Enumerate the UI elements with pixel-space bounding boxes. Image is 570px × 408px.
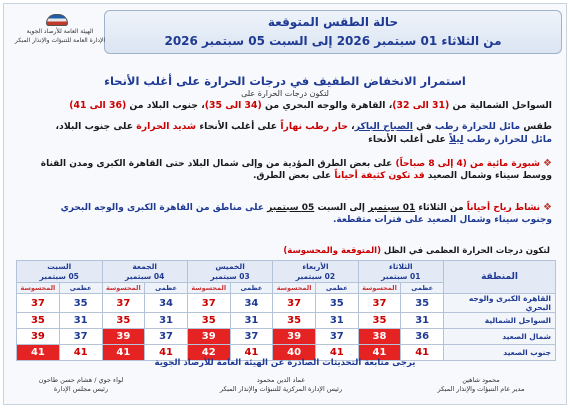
- org-name-line1: الهيئة العامة للأرصاد الجوية: [26, 28, 94, 35]
- follow-note: يرجى متابعة التحديثات الصادرة عن الهيئة العامة للأرصاد الجوية: [154, 358, 416, 368]
- max-temp: 41: [230, 345, 273, 361]
- max-label: عظمى: [315, 283, 358, 294]
- max-temp: 34: [145, 294, 188, 313]
- intro-text: لتكون درجات الحرارة على: [241, 89, 329, 98]
- temps-summary-line: السواحل الشمالية من (31 الى 32)، القاهرة والوجه البحري من (34 الى 35)، جنوب البلاد من (36 الى 41): [69, 100, 552, 111]
- felt-temp: 39: [187, 329, 230, 345]
- felt-temp: 35: [273, 313, 316, 329]
- felt-temp: 41: [358, 345, 401, 361]
- region-name: القاهرة الكبرى والوجه البحري: [444, 294, 556, 313]
- region-name: جنوب الصعيد: [444, 345, 556, 361]
- fog-bullet: ❖شبورة مائية من (4 إلى 8 صباحاً) على بعض الطرق المؤدية من وإلى شمال البلاد حتى القاهرة الكبرى ومدن القناة: [40, 158, 552, 169]
- forecast-sheet: [3, 3, 567, 405]
- region-header: المنطقة: [444, 261, 556, 294]
- bullet-icon: ❖: [543, 202, 552, 213]
- max-temp: 35: [315, 294, 358, 313]
- weather-night-line: مائل للحرارة رطب ليلاً على أغلب الأنحاء: [368, 134, 552, 145]
- felt-temp: 35: [102, 313, 145, 329]
- table-row: [17, 313, 556, 329]
- max-temp: 41: [401, 345, 444, 361]
- day-header: الجمعة 04 سبتمبر: [102, 261, 187, 283]
- felt-temp: 39: [273, 329, 316, 345]
- felt-temp: 37: [17, 294, 60, 313]
- felt-temp: 41: [17, 345, 60, 361]
- max-label: عظمى: [59, 283, 102, 294]
- felt-temp: 39: [17, 329, 60, 345]
- felt-temp: 41: [102, 345, 145, 361]
- felt-label: المحسوسة: [102, 283, 145, 294]
- signature-block: عماد الدين محمود رئيس الإدارة المركزية للتنبؤات والإنذار المبكر: [219, 376, 343, 393]
- period-subtitle: من الثلاثاء 01 سبتمبر 2026 إلى السبت 05 سبتمبر 2026: [164, 34, 502, 48]
- day-header: الخميس 03 سبتمبر: [187, 261, 272, 283]
- felt-temp: 37: [273, 294, 316, 313]
- max-temp: 36: [401, 329, 444, 345]
- day-header: الأربعاء 02 سبتمبر: [273, 261, 358, 283]
- org-name-line2: الإدارة العامة للتنبؤات والإنذار المبكر: [14, 37, 106, 44]
- felt-label: المحسوسة: [273, 283, 316, 294]
- lead-headline: استمرار الانخفاض الطفيف في درجات الحرارة على أغلب الأنحاء: [104, 74, 466, 88]
- header-box: [104, 10, 562, 54]
- felt-temp: 39: [102, 329, 145, 345]
- max-label: عظمى: [145, 283, 188, 294]
- table-row: [17, 329, 556, 345]
- max-temp: 31: [230, 313, 273, 329]
- bullet-icon: ❖: [543, 158, 552, 169]
- table-caption: لتكون درجات الحرارة العظمى في الظل (المتوقعة والمحسوسة): [283, 246, 550, 256]
- weather-desc-line: طقس مائل للحرارة رطب في الصباح الباكر، حار رطب نهاراً على أغلب الأنحاء شديد الحرارة على جنوب البلاد،: [55, 121, 552, 132]
- temperature-table: [16, 260, 556, 361]
- page-title: حالة الطقس المتوقعة: [267, 15, 399, 29]
- day-header: السبت 05 سبتمبر: [17, 261, 103, 283]
- max-temp: 31: [401, 313, 444, 329]
- felt-label: المحسوسة: [358, 283, 401, 294]
- signature-block: لواء جوي / هشام حسن طاحون رئيس مجلس الإدارة: [38, 376, 124, 393]
- max-temp: 37: [145, 329, 188, 345]
- max-temp: 31: [145, 313, 188, 329]
- felt-temp: 38: [358, 329, 401, 345]
- org-logo: [14, 14, 106, 54]
- max-temp: 34: [230, 294, 273, 313]
- max-temp: 41: [315, 345, 358, 361]
- felt-temp: 37: [358, 294, 401, 313]
- region-name: شمال الصعيد: [444, 329, 556, 345]
- felt-temp: 35: [358, 313, 401, 329]
- felt-temp: 35: [187, 313, 230, 329]
- felt-label: المحسوسة: [17, 283, 60, 294]
- max-temp: 31: [315, 313, 358, 329]
- max-temp: 37: [59, 329, 102, 345]
- max-temp: 41: [145, 345, 188, 361]
- region-name: السواحل الشمالية: [444, 313, 556, 329]
- day-header: الثلاثاء 01 سبتمبر: [358, 261, 443, 283]
- table-row: [17, 294, 556, 313]
- max-label: عظمى: [401, 283, 444, 294]
- max-temp: 41: [59, 345, 102, 361]
- felt-temp: 37: [187, 294, 230, 313]
- max-temp: 37: [315, 329, 358, 345]
- max-temp: 31: [59, 313, 102, 329]
- signature-block: محمود شاهين مدير عام التنبؤات والإنذار المبكر: [437, 376, 525, 393]
- max-label: عظمى: [230, 283, 273, 294]
- felt-temp: 37: [102, 294, 145, 313]
- felt-temp: 42: [187, 345, 230, 361]
- wind-bullet: ❖نشاط رياح أحياناً من الثلاثاء 01 سبتمبر إلى السبت 05 سبتمبر على مناطق من القاهرة الكبرى والوجه البحري: [60, 202, 552, 213]
- felt-label: المحسوسة: [187, 283, 230, 294]
- wind-bullet-cont: وجنوب سيناء وشمال الصعيد على فترات متقطعة.: [332, 215, 552, 225]
- felt-temp: 40: [273, 345, 316, 361]
- max-temp: 37: [230, 329, 273, 345]
- fog-bullet-cont: ووسط سيناء وشمال الصعيد قد تكون كثيفة أحياناً على بعض الطرق.: [252, 171, 552, 181]
- emblem-icon: [46, 14, 68, 26]
- max-temp: 35: [59, 294, 102, 313]
- max-temp: 35: [401, 294, 444, 313]
- felt-temp: 35: [17, 313, 60, 329]
